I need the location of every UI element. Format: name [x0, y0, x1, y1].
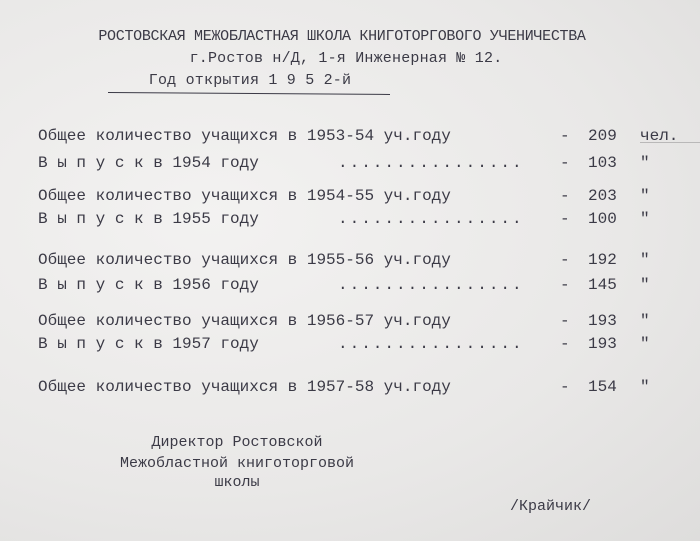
row-label: Общее количество учащихся в 1954-55 уч.году [38, 187, 451, 205]
row-unit: " [640, 187, 650, 205]
row-unit: чел. [640, 127, 679, 145]
row-value: 103 [588, 154, 617, 172]
row-unit: " [640, 335, 650, 353]
row-unit: " [640, 210, 650, 228]
row-value: 193 [588, 312, 617, 330]
row-value: 154 [588, 378, 617, 396]
row-dash: - [560, 127, 570, 145]
row-leader-dots: ................ [338, 335, 524, 353]
row-value: 100 [588, 210, 617, 228]
row-label: Общее количество учащихся в 1956-57 уч.году [38, 312, 451, 330]
row-value: 209 [588, 127, 617, 145]
row-value: 145 [588, 276, 617, 294]
row-dash: - [560, 378, 570, 396]
founding-year: Год открытия 1 9 5 2-й [148, 72, 352, 89]
row-leader-dots: ................ [338, 154, 524, 172]
row-dash: - [560, 276, 570, 294]
row-value: 203 [588, 187, 617, 205]
row-dash: - [560, 335, 570, 353]
row-dash: - [560, 154, 570, 172]
row-value: 193 [588, 335, 617, 353]
row-dash: - [560, 210, 570, 228]
row-unit: " [640, 312, 650, 330]
row-dash: - [560, 312, 570, 330]
row-unit: " [640, 251, 650, 269]
signatory-name: /Крайчик/ [510, 498, 592, 515]
row-dash: - [560, 187, 570, 205]
row-label: Общее количество учащихся в 1957-58 уч.году [38, 378, 451, 396]
row-dash: - [560, 251, 570, 269]
row-value: 192 [588, 251, 617, 269]
row-label: Общее количество учащихся в 1953-54 уч.году [38, 127, 451, 145]
row-unit: " [640, 378, 650, 396]
row-label: В ы п у с к в 1956 году [38, 276, 259, 294]
school-address: г.Ростов н/Д, 1-я Инженерная № 12. [189, 50, 503, 67]
row-unit: " [640, 276, 650, 294]
row-leader-dots: ................ [338, 276, 524, 294]
row-leader-dots: ................ [338, 210, 524, 228]
row-label: В ы п у с к в 1955 году [38, 210, 259, 228]
signatory-title-line2: Межобластной книготорговой [119, 455, 355, 472]
signatory-title-line3: школы [214, 474, 260, 491]
row-label: В ы п у с к в 1957 году [38, 335, 259, 353]
row-label: В ы п у с к в 1954 году [38, 154, 259, 172]
school-name-heading: РОСТОВСКАЯ МЕЖОБЛАСТНАЯ ШКОЛА КНИГОТОРГОВОГО УЧЕНИЧЕСТВА [98, 28, 586, 45]
row-unit: " [640, 154, 650, 172]
signatory-title-line1: Директор Ростовской [151, 434, 323, 451]
row-label: Общее количество учащихся в 1955-56 уч.году [38, 251, 451, 269]
